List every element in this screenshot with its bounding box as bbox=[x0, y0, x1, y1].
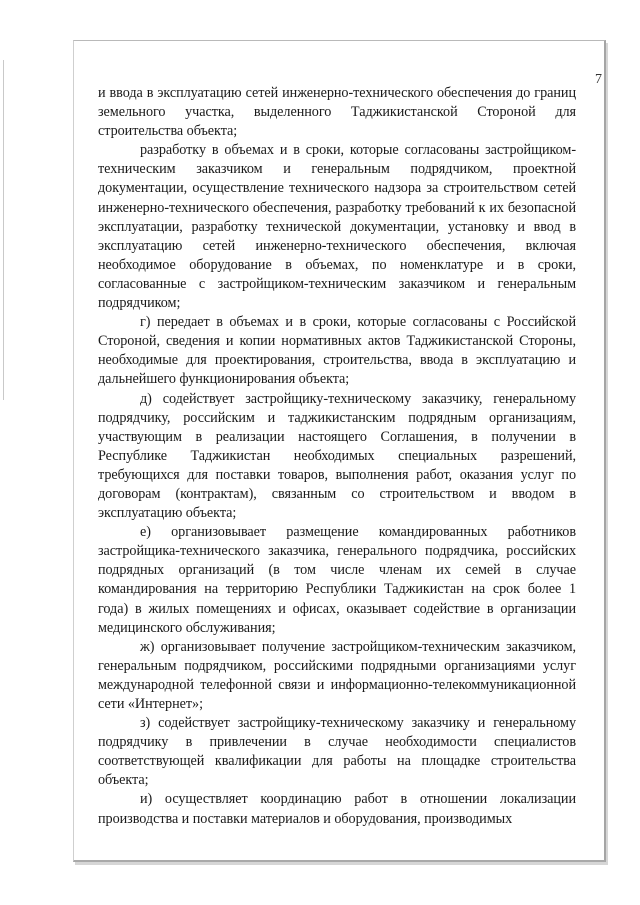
paragraph-item-z: з) содействует застройщику-техническому заказчику и генеральному подрядчику в привлечении в случае необходимости специалистов соответствующей квалификации для работы на площадке строительства объекта; bbox=[98, 715, 576, 789]
page-number: 7 bbox=[595, 72, 602, 87]
scan-edge-line bbox=[3, 60, 4, 400]
document-body bbox=[98, 84, 576, 829]
paragraph-development: разработку в объемах и в сроки, которые согласованы застройщиком-техническим заказчиком и генеральным подрядчиком, проектной документации, осуществление технического надзора за строительством сетей инженерно-технического обеспечения, разработку требований к их безопасной эксплуатации, разработку технической документации, установку и ввод в эксплуатацию сетей инженерно-технического обеспечения, включая необходимое оборудование в объемах, по номенклатуре и в сроки, согласованные с застройщиком-техническим заказчиком и генеральным подрядчиком; bbox=[98, 142, 576, 312]
paragraph-item-g: г) передает в объемах и в сроки, которые согласованы с Российской Стороной, сведения и копии нормативных актов Таджикистанской Стороны, необходимые для проектирования, строительства, ввода в эксплуатацию и дальнейшего функционирования объекта; bbox=[98, 314, 576, 388]
paragraph-item-i: и) осуществляет координацию работ в отношении локализации производства и поставки материалов и оборудования, производимых bbox=[98, 791, 576, 827]
paragraph-item-zh: ж) организовывает получение застройщиком-техническим заказчиком, генеральным подрядчиком, российскими подрядными организациями услуг международной телефонной связи и информационно-телекоммуникационной сети «Интернет»; bbox=[98, 638, 576, 712]
paragraph-item-e: е) организовывает размещение командированных работников застройщика-технического заказчика, генерального подрядчика, российских подрядных организаций (в том числе членам их семей в случае командирования на территорию Республики Таджикистан на срок более 1 года) в жилых помещениях и офисах, оказывает содействие в организации медицинского обслуживания; bbox=[98, 524, 576, 636]
paragraph-continuation: и ввода в эксплуатацию сетей инженерно-технического обеспечения до границ земельного участка, выделенного Таджикистанской Стороной для строительства объекта; bbox=[98, 85, 576, 140]
paragraph-item-d: д) содействует застройщику-техническому заказчику, генеральному подрядчику, российским и таджикистанским подрядным организациям, участвующим в реализации настоящего Соглашения, в получении в Республике Таджикистан необходимых специальных разрешений, требующихся для поставки товаров, выполнения работ, оказания услуг по договорам (контрактам), связанным со строительством и вводом в эксплуатацию объекта; bbox=[98, 390, 576, 522]
